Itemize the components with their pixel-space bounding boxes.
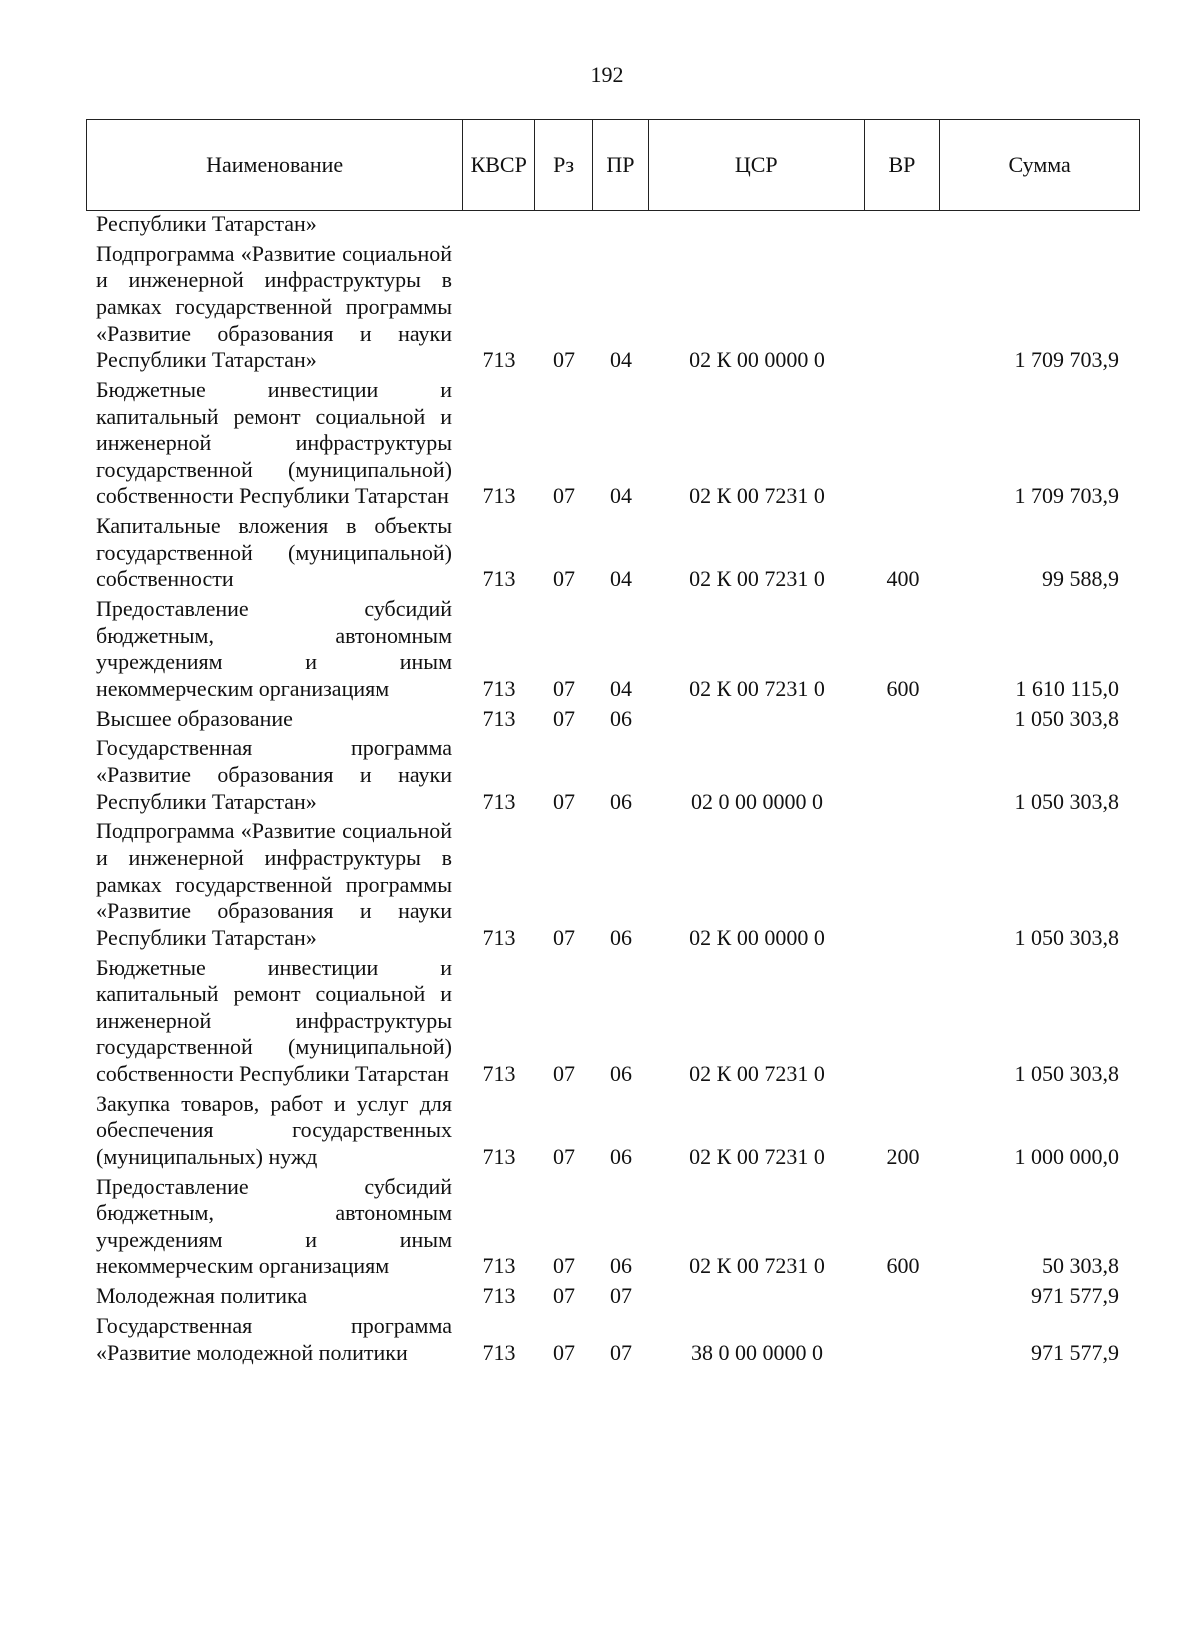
row-sum: 971 577,9 xyxy=(1031,1339,1119,1365)
row-vr: 600 xyxy=(886,675,920,701)
row-name: Молодежная политика xyxy=(96,1283,308,1309)
row-rz: 07 xyxy=(553,347,575,373)
table-row xyxy=(0,955,1200,1091)
header-pr: ПР xyxy=(593,120,649,210)
row-csr: 38 0 00 0000 0 xyxy=(691,1339,823,1365)
row-sum: 1 709 703,9 xyxy=(1014,483,1119,509)
row-kvsr: 713 xyxy=(482,675,516,701)
row-pr: 04 xyxy=(610,566,632,592)
row-kvsr: 713 xyxy=(482,566,516,592)
row-pr: 04 xyxy=(610,483,632,509)
table-body xyxy=(0,211,1200,1369)
row-sum: 1 000 000,0 xyxy=(1014,1143,1119,1169)
table-row xyxy=(0,1283,1200,1313)
row-vr: 600 xyxy=(886,1253,920,1279)
row-rz: 07 xyxy=(553,924,575,950)
row-kvsr: 713 xyxy=(482,1143,516,1169)
row-rz: 07 xyxy=(553,1339,575,1365)
row-name: Подпрограмма «Развитие социальной и инженерной инфраструктуры в рамках государственной программы «Развитие образования и науки Республики Татарстан» xyxy=(96,240,452,373)
row-pr: 06 xyxy=(610,924,632,950)
table-row xyxy=(0,735,1200,818)
header-kvsr: КВСР xyxy=(463,120,535,210)
row-name: Высшее образование xyxy=(96,705,293,731)
row-pr: 04 xyxy=(610,347,632,373)
table-row xyxy=(0,241,1200,377)
table-row xyxy=(0,513,1200,596)
row-pr: 07 xyxy=(610,1339,632,1365)
row-csr: 02 К 00 0000 0 xyxy=(689,347,825,373)
row-name: Подпрограмма «Развитие социальной и инженерной инфраструктуры в рамках государственной программы «Развитие образования и науки Республики Татарстан» xyxy=(96,818,452,950)
row-csr: 02 К 00 7231 0 xyxy=(689,566,825,592)
row-rz: 07 xyxy=(553,788,575,814)
row-kvsr: 713 xyxy=(482,705,516,731)
row-csr: 02 К 00 7231 0 xyxy=(689,675,825,701)
row-name: Государственная программа «Развитие образования и науки Республики Татарстан» xyxy=(96,735,452,814)
row-csr: 02 К 00 0000 0 xyxy=(689,924,825,950)
header-name: Наименование xyxy=(87,120,463,210)
row-csr: 02 К 00 7231 0 xyxy=(689,1060,825,1086)
row-pr: 06 xyxy=(610,1060,632,1086)
row-sum: 99 588,9 xyxy=(1042,566,1119,592)
row-sum: 1 050 303,8 xyxy=(1014,788,1119,814)
row-name: Закупка товаров, работ и услуг для обеспечения государственных (муниципальных) нужд xyxy=(96,1090,452,1169)
row-sum: 1 050 303,8 xyxy=(1014,705,1119,731)
header-vr: ВР xyxy=(865,120,941,210)
row-csr: 02 К 00 7231 0 xyxy=(689,1253,825,1279)
row-name: Капитальные вложения в объекты государственной (муниципальной) собственности xyxy=(96,513,452,592)
row-rz: 07 xyxy=(553,675,575,701)
table-row xyxy=(0,1174,1200,1284)
row-sum: 1 610 115,0 xyxy=(1015,675,1119,701)
row-name: Республики Татарстан» xyxy=(96,211,317,236)
row-rz: 07 xyxy=(553,1143,575,1169)
row-csr: 02 0 00 0000 0 xyxy=(691,788,823,814)
row-kvsr: 713 xyxy=(482,788,516,814)
row-pr: 06 xyxy=(610,788,632,814)
header-csr: ЦСР xyxy=(649,120,865,210)
page-number: 192 xyxy=(590,62,624,87)
row-vr: 400 xyxy=(886,566,920,592)
row-kvsr: 713 xyxy=(482,1283,516,1309)
row-kvsr: 713 xyxy=(482,924,516,950)
row-sum: 971 577,9 xyxy=(1031,1283,1119,1309)
row-kvsr: 713 xyxy=(482,1339,516,1365)
row-pr: 06 xyxy=(610,705,632,731)
table-row xyxy=(0,1313,1200,1369)
row-rz: 07 xyxy=(553,1283,575,1309)
row-name: Предоставление субсидий бюджетным, автономным учреждениям и иным некоммерческим организациям xyxy=(96,596,452,701)
row-sum: 50 303,8 xyxy=(1042,1253,1119,1279)
header-sum: Сумма xyxy=(1008,152,1071,177)
row-pr: 04 xyxy=(610,675,632,701)
row-rz: 07 xyxy=(553,566,575,592)
row-pr: 07 xyxy=(610,1283,632,1309)
table-row xyxy=(0,377,1200,513)
row-rz: 07 xyxy=(553,705,575,731)
table-row xyxy=(0,1091,1200,1174)
row-sum: 1 050 303,8 xyxy=(1014,924,1119,950)
table-row xyxy=(0,818,1200,954)
row-rz: 07 xyxy=(553,1060,575,1086)
table-row xyxy=(0,211,1200,241)
row-sum: 1 709 703,9 xyxy=(1014,347,1119,373)
row-kvsr: 713 xyxy=(482,1253,516,1279)
header-rz: Рз xyxy=(535,120,593,210)
row-sum: 1 050 303,8 xyxy=(1014,1060,1119,1086)
row-pr: 06 xyxy=(610,1253,632,1279)
row-kvsr: 713 xyxy=(482,1060,516,1086)
table-header xyxy=(86,119,1140,211)
row-vr: 200 xyxy=(886,1143,920,1169)
row-csr: 02 К 00 7231 0 xyxy=(689,483,825,509)
row-name: Предоставление субсидий бюджетным, автономным учреждениям и иным некоммерческим организациям xyxy=(96,1173,452,1279)
table-row xyxy=(0,596,1200,706)
row-kvsr: 713 xyxy=(482,483,516,509)
row-rz: 07 xyxy=(553,1253,575,1279)
row-name: Бюджетные инвестиции и капитальный ремонт социальной и инженерной инфраструктуры государственной (муниципальной) собственности Республики Татарстан xyxy=(96,954,452,1086)
row-pr: 06 xyxy=(610,1143,632,1169)
row-name: Государственная программа «Развитие молодежной политики xyxy=(96,1313,452,1365)
table-row xyxy=(0,706,1200,736)
row-name: Бюджетные инвестиции и капитальный ремонт социальной и инженерной инфраструктуры государственной (муниципальной) собственности Республики Татарстан xyxy=(96,376,452,509)
row-csr: 02 К 00 7231 0 xyxy=(689,1143,825,1169)
row-kvsr: 713 xyxy=(482,347,516,373)
row-rz: 07 xyxy=(553,483,575,509)
